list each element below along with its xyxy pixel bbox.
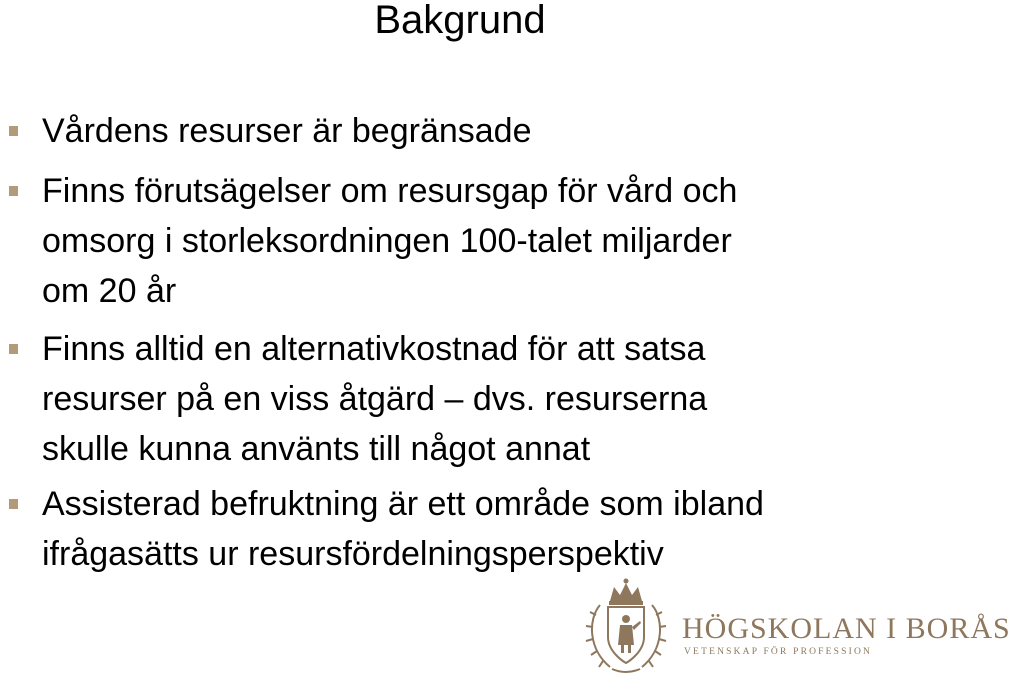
- square-bullet-icon: [9, 344, 18, 354]
- logo-wordmark: HÖGSKOLAN I BORÅS: [682, 612, 1011, 645]
- square-bullet-icon: [9, 499, 18, 509]
- bullet-line: om 20 år: [42, 272, 177, 310]
- bullet-line: Assisterad befruktning är ett område som ibland: [42, 485, 764, 523]
- slide-title: Bakgrund: [374, 0, 546, 42]
- university-logo: [580, 575, 1011, 679]
- bullet-line: omsorg i storleksordningen 100-talet miljarder: [42, 222, 732, 260]
- crest-icon: [580, 575, 672, 679]
- square-bullet-icon: [9, 186, 18, 196]
- bullet-line: skulle kunna använts till något annat: [42, 430, 591, 468]
- bullet-line: ifrågasätts ur resursfördelningsperspektiv: [42, 535, 664, 573]
- bullet-line: resurser på en viss åtgärd – dvs. resurserna: [42, 380, 708, 418]
- bullet-line: Vårdens resurser är begränsade: [42, 112, 532, 150]
- bullet-line: Finns alltid en alternativkostnad för att satsa: [42, 330, 706, 368]
- bullet-line: Finns förutsägelser om resursgap för vård och: [42, 172, 738, 210]
- square-bullet-icon: [9, 126, 18, 136]
- logo-tagline: VETENSKAP FÖR PROFESSION: [684, 647, 873, 657]
